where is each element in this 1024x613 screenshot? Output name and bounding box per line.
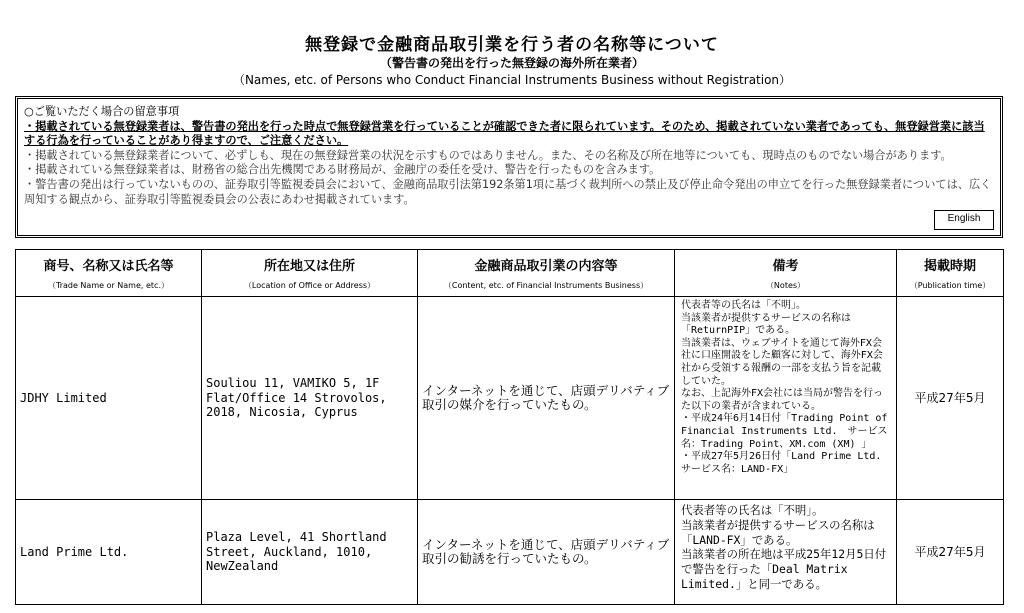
cell-publication-time: 平成27年5月 [897, 500, 1004, 605]
cell-trade-name: JDHY Limited [16, 297, 202, 500]
cell-address: Plaza Level, 41 Shortland Street, Auckland, 1010, NewZealand [202, 500, 418, 605]
unregistered-business-table [15, 249, 1004, 605]
cell-notes: 代表者等の氏名は「不明」。 当該業者が提供するサービスの名称は「LAND-FX」である。 当該業者の所在地は平成25年12月5日付で警告を行った「Deal Matrix Limited.」と同一である。 [675, 500, 897, 605]
table-header-row [16, 250, 1004, 297]
english-button[interactable]: English [934, 210, 994, 230]
page-title: 無登録で金融商品取引業を行う者の名称等について [305, 35, 719, 55]
cell-content: インターネットを通じて、店頭デリバティブ取引の媒介を行っていたもの。 [418, 297, 675, 500]
page-subtitle: （警告書の発出を行った無登録の海外所在業者） [379, 56, 644, 70]
notice-item-warning: ・掲載されている無登録業者は、警告書の発出を行った時点で無登録営業を行っていることが確認できた者に限られています。そのため、掲載されていない業者であっても、無登録営業に該当する行為を行っていることがあり得ますので、ご注意ください。 [24, 119, 985, 148]
table-row [16, 297, 1004, 500]
notice-item: ・掲載されている無登録業者について、必ずしも、現在の無登録営業の状況を示すものではありません。また、その名称及び所在地等についても、現時点のものでない場合があります。 [24, 148, 952, 162]
table-row [16, 500, 1004, 605]
english-title: （Names, etc. of Persons who Conduct Financial Instruments Business without Registration） [232, 73, 792, 87]
cell-content: インターネットを通じて、店頭デリバティブ取引の勧誘を行っていたもの。 [418, 500, 675, 605]
cell-publication-time: 平成27年5月 [897, 297, 1004, 500]
header-notes: 備考 （Notes） [675, 250, 897, 297]
cell-notes: 代表者等の氏名は「不明」。 当該業者が提供するサービスの名称は「ReturnPIP」である。 当該業者は、ウェブサイトを通じて海外FX会社に口座開設をした顧客に対して、海外FX会社から受領する報酬の一部を支払う旨を記載していた。 なお、上記海外FX会社には当局が警告を行った以下の業者が含まれている。 ・平成24年6月14日付「Trading Point of Financial Instruments Ltd. サービス名：Trading Point、XM.com (XM) 」 ・平成27年5月26日付「Land Prime Ltd. サービス名：LAND-FX」 [675, 297, 897, 500]
header-publication-time: 掲載時期 （Publication time） [897, 250, 1004, 297]
header-trade-name: 商号、名称又は氏名等 （Trade Name or Name, etc.） [16, 250, 202, 297]
cell-address: Souliou 11, VAMIKO 5, 1F Flat/Office 14 Strovolos, 2018, Nicosia, Cyprus [202, 297, 418, 500]
cell-trade-name: Land Prime Ltd. [16, 500, 202, 605]
header-content: 金融商品取引業の内容等 （Content, etc. of Financial Instruments Business） [418, 250, 675, 297]
header-location: 所在地又は住所 （Location of Office or Address） [202, 250, 418, 297]
notice-box [15, 96, 1003, 238]
notice-item: ・掲載されている無登録業者は、財務省の総合出先機関である財務局が、金融庁の委任を受け、警告を行ったものを含みます。 [24, 163, 661, 177]
notice-item: ・警告書の発出は行っていないものの、証券取引等監視委員会において、金融商品取引法第192条第1項に基づく裁判所への禁止及び停止命令発出の申立てを行った無登録業者については、広く周知する観点から、証券取引等監視委員会の公表にあわせ掲載されています。 [24, 177, 992, 206]
notice-heading: ○ご覧いただく場合の留意事項 [24, 105, 180, 118]
